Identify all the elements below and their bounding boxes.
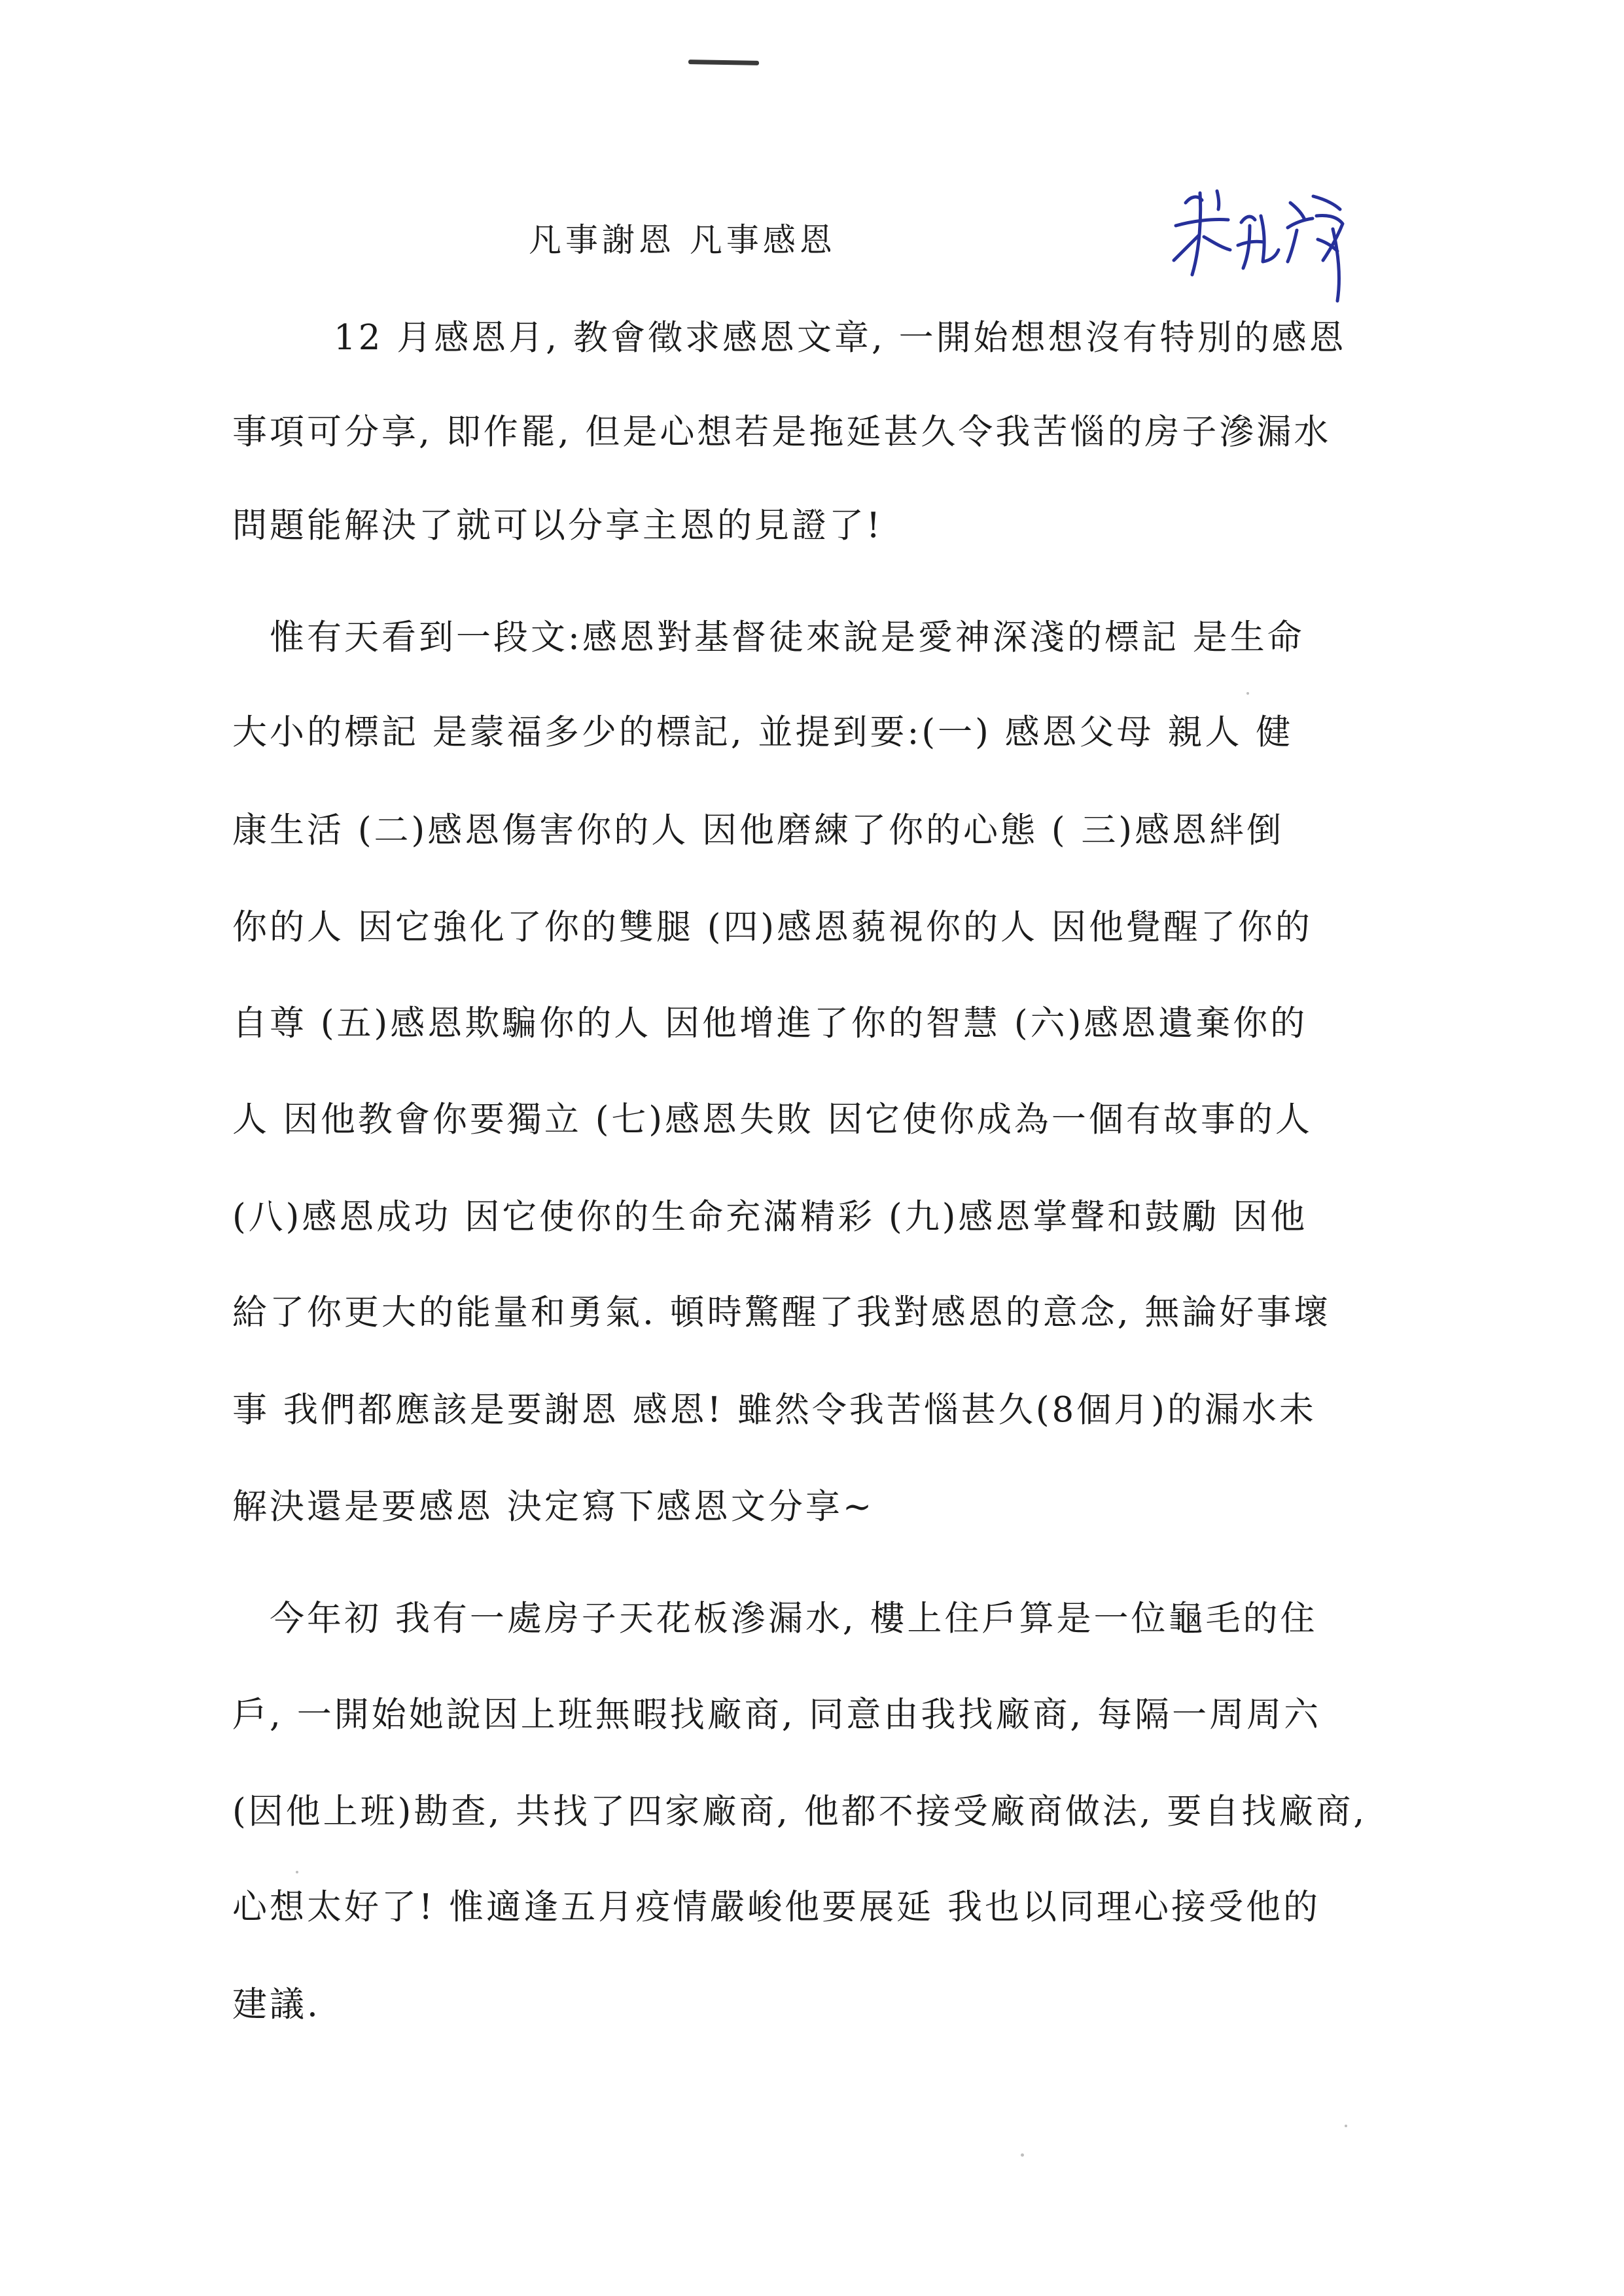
text-line-11: 給了你更大的能量和勇氣. 頓時驚醒了我對感恩的意念, 無論好事壞 (232, 1293, 1332, 1332)
top-dash-mark (688, 60, 759, 65)
text-line-13: 解決還是要感恩 決定寫下感恩文分享~ (232, 1487, 875, 1527)
text-line-15: 戶, 一開始她說因上班無暇找廠商, 同意由我找廠商, 每隔一周周六 (232, 1695, 1322, 1735)
text-line-3: 問題能解決了就可以分享主恩的見證了! (232, 506, 883, 546)
scan-speck (1246, 692, 1249, 695)
text-line-2: 事項可分享, 即作罷, 但是心想若是拖延甚久令我苦惱的房子滲漏水 (232, 412, 1332, 452)
text-line-17: 心想太好了! 惟適逢五月疫情嚴峻他要展延 我也以同理心接受他的 (232, 1887, 1320, 1927)
text-line-5: 大小的標記 是蒙福多少的標記, 並提到要:(一) 感恩父母 親人 健 (232, 712, 1294, 752)
handwritten-signature (1166, 177, 1356, 307)
scan-speck (1345, 2125, 1347, 2127)
scan-speck (296, 1871, 298, 1873)
text-line-1: 12 月感恩月, 教會徵求感恩文章, 一開始想想沒有特別的感恩 (334, 318, 1347, 358)
text-line-16: (因他上班)勘查, 共找了四家廠商, 他都不接受廠商做法, 要自找廠商, (232, 1792, 1368, 1832)
text-line-8: 自尊 (五)感恩欺騙你的人 因他增進了你的智慧 (六)感恩遺棄你的 (232, 1003, 1308, 1043)
text-line-10: (八)感恩成功 因它使你的生命充滿精彩 (九)感恩掌聲和鼓勵 因他 (232, 1197, 1308, 1237)
scan-speck (1021, 2153, 1024, 2157)
text-line-12: 事 我們都應該是要謝恩 感恩! 雖然令我苦惱甚久(8個月)的漏水未 (232, 1390, 1316, 1430)
text-line-9: 人 因他教會你要獨立 (七)感恩失敗 因它使你成為一個有故事的人 (232, 1100, 1313, 1139)
text-line-14: 今年初 我有一處房子天花板滲漏水, 樓上住戶算是一位龜毛的住 (270, 1599, 1318, 1639)
text-line-18: 建議. (232, 1985, 321, 2025)
text-line-4: 惟有天看到一段文:感恩對基督徒來說是愛神深淺的標記 是生命 (270, 617, 1305, 657)
text-line-7: 你的人 因它強化了你的雙腿 (四)感恩藐視你的人 因他覺醒了你的 (232, 907, 1313, 947)
document-title: 凡事謝恩 凡事感恩 (529, 221, 836, 259)
text-line-6: 康生活 (二)感恩傷害你的人 因他磨練了你的心態 ( 三)感恩絆倒 (232, 810, 1284, 850)
